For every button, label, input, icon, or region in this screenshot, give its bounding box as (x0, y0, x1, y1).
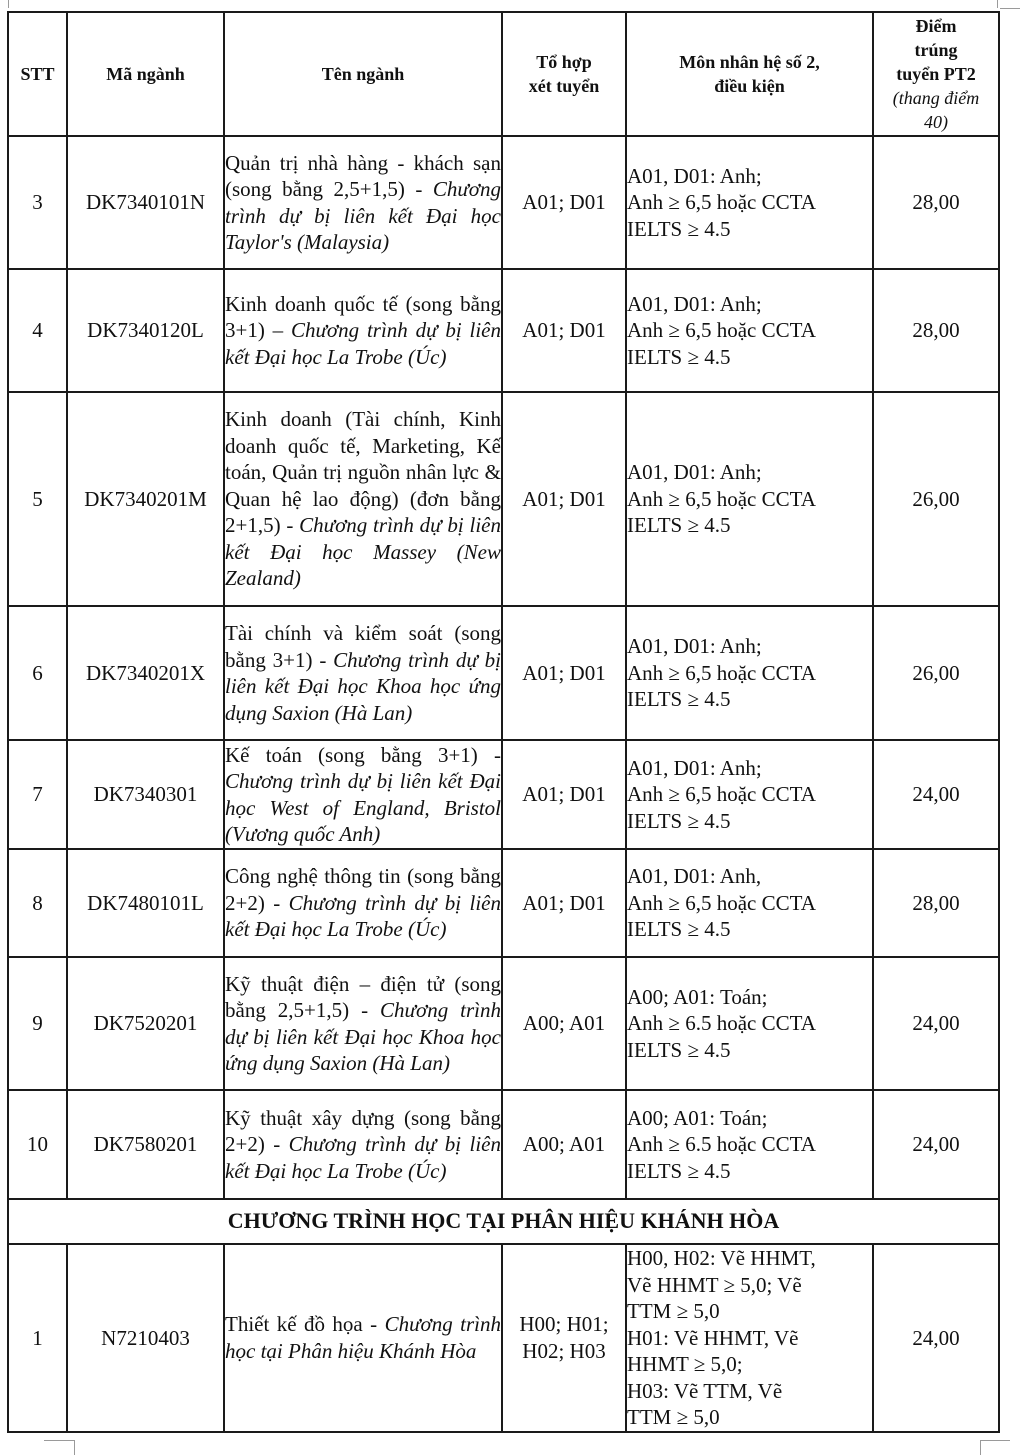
cell-combo: A01; D01 (502, 269, 626, 392)
cell-name: Quản trị nhà hàng - khách sạn (song bằng 2,5+1,5) - Chương trình dự bị liên kết Đại học Taylor's (Malaysia) (224, 136, 502, 269)
cell-name: Kinh doanh quốc tế (song bằng 3+1) – Chương trình dự bị liên kết Đại học La Trobe (Úc) (224, 269, 502, 392)
cell-combo: A01; D01 (502, 392, 626, 606)
section-row (8, 1199, 999, 1244)
cell-combo: A00; A01 (502, 1090, 626, 1199)
cell-condition: A01, D01: Anh; Anh ≥ 6,5 hoặc CCTA IELTS ≥ 4.5 (626, 269, 873, 392)
section-title: CHƯƠNG TRÌNH HỌC TẠI PHÂN HIỆU KHÁNH HÒA (8, 1199, 999, 1244)
cell-condition: A00; A01: Toán; Anh ≥ 6.5 hoặc CCTA IELTS ≥ 4.5 (626, 1090, 873, 1199)
table-row (8, 1244, 999, 1432)
cell-condition: A01, D01: Anh; Anh ≥ 6,5 hoặc CCTA IELTS ≥ 4.5 (626, 740, 873, 849)
table-row (8, 957, 999, 1090)
crop-mark-bottom-left-h (44, 1440, 74, 1441)
crop-mark-bottom-left-v (74, 1440, 75, 1455)
header-name: Tên ngành (224, 12, 502, 136)
cell-condition: A01, D01: Anh; Anh ≥ 6,5 hoặc CCTA IELTS ≥ 4.5 (626, 392, 873, 606)
table-row (8, 392, 999, 606)
cell-stt: 8 (8, 849, 67, 957)
cell-combo: A00; A01 (502, 957, 626, 1090)
cell-stt: 4 (8, 269, 67, 392)
cell-name: Kế toán (song bằng 3+1) - Chương trình dự bị liên kết Đại học West of England, Bristol (Vương quốc Anh) (224, 740, 502, 849)
header-row (8, 12, 999, 136)
cell-code: DK7340101N (67, 136, 224, 269)
cell-score: 26,00 (873, 392, 999, 606)
cell-stt: 9 (8, 957, 67, 1090)
cell-code: DK7520201 (67, 957, 224, 1090)
cell-condition: A01, D01: Anh, Anh ≥ 6,5 hoặc CCTA IELTS ≥ 4.5 (626, 849, 873, 957)
cell-condition: H00, H02: Vẽ HHMT, Vẽ HHMT ≥ 5,0; Vẽ TTM ≥ 5,0 H01: Vẽ HHMT, Vẽ HHMT ≥ 5,0; H03: Vẽ TTM, Vẽ TTM ≥ 5,0 (626, 1244, 873, 1432)
header-score: Điểm trúng tuyển PT2 (thang điểm 40) (873, 12, 999, 136)
cell-score: 24,00 (873, 1244, 999, 1432)
cell-code: DK7340301 (67, 740, 224, 849)
cell-score: 24,00 (873, 957, 999, 1090)
table-row (8, 740, 999, 849)
cell-condition: A00; A01: Toán; Anh ≥ 6.5 hoặc CCTA IELTS ≥ 4.5 (626, 957, 873, 1090)
cell-stt: 5 (8, 392, 67, 606)
cell-code: DK7340120L (67, 269, 224, 392)
header-stt: STT (8, 12, 67, 136)
cell-name: Kỹ thuật xây dựng (song bằng 2+2) - Chương trình dự bị liên kết Đại học La Trobe (Úc) (224, 1090, 502, 1199)
cell-code: DK7340201M (67, 392, 224, 606)
cell-name: Kinh doanh (Tài chính, Kinh doanh quốc tế, Marketing, Kế toán, Quản trị nguồn nhân lực & Quan hệ lao động) (đơn bằng 2+1,5) - Chương trình dự bị liên kết Đại học Massey (New Zealand) (224, 392, 502, 606)
cell-score: 28,00 (873, 849, 999, 957)
table-row (8, 1090, 999, 1199)
cell-stt: 1 (8, 1244, 67, 1432)
cell-code: DK7480101L (67, 849, 224, 957)
cell-stt: 6 (8, 606, 67, 740)
cell-name: Tài chính và kiểm soát (song bằng 3+1) - Chương trình dự bị liên kết Đại học Khoa học ứng dụng Saxion (Hà Lan) (224, 606, 502, 740)
admission-scores-table (7, 11, 1000, 1433)
crop-mark-bottom-right-v (980, 1440, 981, 1455)
cell-code: DK7580201 (67, 1090, 224, 1199)
cell-name: Kỹ thuật điện – điện tử (song bằng 2,5+1,5) - Chương trình dự bị liên kết Đại học Khoa học ứng dụng Saxion (Hà Lan) (224, 957, 502, 1090)
table-row (8, 849, 999, 957)
cell-combo: H00; H01; H02; H03 (502, 1244, 626, 1432)
crop-mark-bottom-right-h (980, 1440, 1010, 1441)
cell-combo: A01; D01 (502, 136, 626, 269)
cell-stt: 3 (8, 136, 67, 269)
header-code: Mã ngành (67, 12, 224, 136)
crop-mark-top-left-v (8, 0, 9, 8)
header-subject: Môn nhân hệ số 2, điều kiện (626, 12, 873, 136)
cell-stt: 10 (8, 1090, 67, 1199)
cell-combo: A01; D01 (502, 606, 626, 740)
cell-combo: A01; D01 (502, 740, 626, 849)
cell-condition: A01, D01: Anh; Anh ≥ 6,5 hoặc CCTA IELTS ≥ 4.5 (626, 606, 873, 740)
cell-score: 26,00 (873, 606, 999, 740)
cell-combo: A01; D01 (502, 849, 626, 957)
cell-score: 28,00 (873, 136, 999, 269)
cell-score: 28,00 (873, 269, 999, 392)
table-row (8, 269, 999, 392)
crop-mark-top-right-h (1000, 8, 1020, 9)
crop-mark-top-right-v (997, 0, 998, 8)
cell-stt: 7 (8, 740, 67, 849)
cell-score: 24,00 (873, 1090, 999, 1199)
cell-code: N7210403 (67, 1244, 224, 1432)
table-row (8, 606, 999, 740)
cell-code: DK7340201X (67, 606, 224, 740)
cell-name: Thiết kế đồ họa - Chương trình học tại Phân hiệu Khánh Hòa (224, 1244, 502, 1432)
header-combo: Tổ hợp xét tuyển (502, 12, 626, 136)
cell-score: 24,00 (873, 740, 999, 849)
cell-condition: A01, D01: Anh; Anh ≥ 6,5 hoặc CCTA IELTS ≥ 4.5 (626, 136, 873, 269)
cell-name: Công nghệ thông tin (song bằng 2+2) - Chương trình dự bị liên kết Đại học La Trobe (Úc) (224, 849, 502, 957)
table-row (8, 136, 999, 269)
